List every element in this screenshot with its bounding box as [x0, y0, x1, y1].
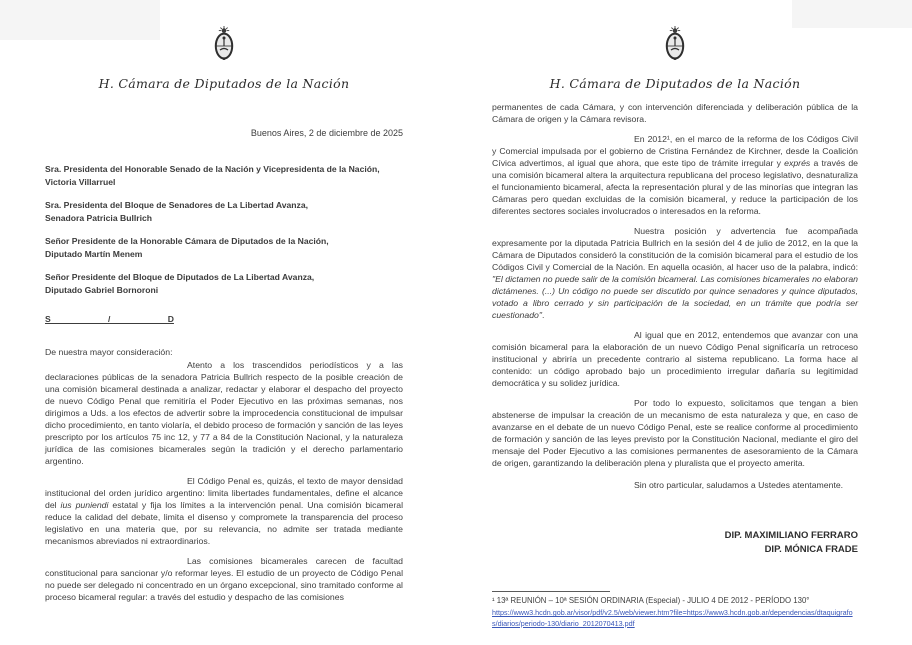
- signature-block: [725, 529, 858, 557]
- letter-page-2: [492, 0, 858, 645]
- letterhead-title: H. Cámara de Diputados de la Nación: [549, 76, 801, 91]
- letter-page-1: [45, 0, 403, 645]
- text-run: .: [541, 310, 545, 320]
- paragraph-5: [492, 225, 858, 321]
- addressee-role: Sra. Presidenta del Honorable Senado de la Nación y Vicepresidenta de la Nación,: [45, 164, 380, 174]
- coat-of-arms-icon: [664, 26, 686, 60]
- addressee-block: [45, 163, 403, 326]
- paragraph-7: Por todo lo expuesto, solicitamos que tengan a bien abstenerse de impulsar la creación de un mecanismo de esta naturaleza y que, en caso de avanzarse en el debate de un nuevo Código Penal, este se realice conforme al procedimiento de formación y sanción de las leyes previsto por la Constitución Nacional, mediante el giro del mensaje del Poder Ejecutivo a las comisiones permanentes de asesoramiento de la Cámara de origen, garantizando la deliberación plena y pluralista que el proyecto amerita.: [492, 398, 858, 468]
- letterhead: [492, 26, 858, 91]
- letter-body-page-1: [45, 346, 403, 611]
- addressee-role: Señor Presidente de la Honorable Cámara de Diputados de la Nación,: [45, 236, 329, 246]
- closing-line: Sin otro particular, saludamos a Ustedes atentamente.: [634, 480, 844, 490]
- footnote-text: ¹ 13ª REUNIÓN – 10ª SESIÓN ORDINARIA (Especial) - JULIO 4 DE 2012 - PERÍODO 130°: [492, 596, 810, 605]
- text-run-quote: "El dictamen no puede salir de la comisión bicameral. Las comisiones bicamerales no elaboran dictámenes. (...) Un código no puede ser discutido por quince senadores y quince diputados, votado a libro cerrado y sin participación de la sociedad, en un trámite que podría ser cuestionado": [492, 274, 858, 320]
- paragraph-3-continued: permanentes de cada Cámara, y con intervención diferenciada y deliberación pública de la Cámara de origen y la Cámara revisora.: [492, 102, 858, 124]
- addressee: [45, 271, 403, 297]
- paragraph-3: Las comisiones bicamerales carecen de facultad constitucional para sancionar y/o reformar leyes. El estudio de un proyecto de Código Penal no puede ser delegado ni concentrado en un órgano excepcional, sino tramitado conforme al proceso bicameral regular: a través del estudio y despacho de las comisiones: [45, 556, 403, 602]
- text-run: Nuestra posición y advertencia fue acompañada expresamente por la diputada Patricia Bullrich en la sesión del 4 de julio de 2012, en la que la Cámara de Diputados consideró la constitución de la comisión bicameral para el estudio de los Códigos Civil y Comercial de la Nación. En aquella ocasión, al hacer uso de la palabra, indicó:: [492, 226, 858, 272]
- letterhead-title: H. Cámara de Diputados de la Nación: [98, 76, 350, 91]
- text-run: estatal y fija los límites a la intervención penal. Una comisión bicameral reduce la calidad del debate, limita el disenso y compromete la transparencia del proceso legislativo en una materia que, por su relevancia, no admite ser tratada mediante mecanismos abreviados ni extraordinarios.: [45, 500, 403, 546]
- s-slash-d-line: S / D: [45, 314, 174, 324]
- addressee-name: Diputado Gabriel Bornoroni: [45, 285, 159, 295]
- signature-name: DIP. MAXIMILIANO FERRARO: [724, 530, 858, 541]
- addressee: [45, 163, 403, 189]
- addressee-name: Diputado Martín Menem: [45, 249, 143, 259]
- addressee: [45, 199, 403, 225]
- text-run: a través de una comisión bicameral altera la arquitectura republicana del proceso legislativo, desnaturaliza el funcionamiento bicameral, afecta la representación plural y de las minorías que integran las Cámaras pero quedan excluidas de la comisión bicameral, y reduce la participación de los diferentes sectores sociales involucrados o interesados en la reforma.: [492, 158, 858, 216]
- footnote-block: [492, 591, 858, 629]
- footnote-divider: [492, 591, 610, 592]
- letter-body-page-2: [492, 101, 858, 499]
- addressee-name: Senadora Patricia Bullrich: [45, 213, 152, 223]
- footnote-link[interactable]: https://www3.hcdn.gob.ar/visor/pdf/v2.5/web/viewer.htm?file=https://www3.hcdn.gob.ar/dependencias/dtaquigrafos/diarios/periodo-130/diario_2012070413.pdf: [492, 608, 853, 628]
- text-run-italic: exprés: [784, 158, 811, 168]
- addressee: [45, 235, 403, 261]
- coat-of-arms-icon: [213, 26, 235, 60]
- addressee-name: Victoria Villarruel: [45, 177, 116, 187]
- text-run: En 2012¹, en el marco de la reforma de los Códigos Civil y Comercial impulsada por el gobierno de Cristina Fernández de Kirchner, desde la Coalición Cívica advertimos, al igual que ahora, que este tipo de trámite irregular y: [492, 134, 858, 168]
- paragraph-1: Atento a los trascendidos periodísticos y a las declaraciones públicas de la senadora Patricia Bullrich respecto de la posible creación de una comisión bicameral destinada a analizar, redactar y elaborar el despacho del proyecto de nuevo Código Penal que remitiría el Poder Ejecutivo en las próximas semanas, nos dirigimos a Uds. a los efectos de advertir sobre la improcedencia constitucional de impulsar dicho procedimiento, en tanto violaría, el debido proceso de formación y sanción de las leyes prescripto por los artículos 75 inc 12, y 77 a 84 de la Constitución Nacional, y la naturaleza jurídica de las comisiones bicamerales según la tradición y el derecho parlamentario argentino.: [45, 360, 403, 466]
- letterhead: [45, 26, 403, 91]
- paragraph-4: [492, 133, 858, 217]
- paragraph-6: Al igual que en 2012, entendemos que avanzar con una comisión bicameral para la elaboración de un nuevo Código Penal significaría un retroceso institucional y abriría un precedente contrario al sistema republicano. La forma hace al contenido: un código aprobado bajo un procedimiento irregular dañaría su legitimidad democrática y su solidez jurídica.: [492, 330, 858, 388]
- greeting: De nuestra mayor consideración:: [45, 347, 173, 357]
- text-run-italic: ius puniendi: [60, 500, 109, 510]
- paragraph-2: [45, 475, 403, 547]
- date-line: Buenos Aires, 2 de diciembre de 2025: [250, 128, 403, 138]
- signature-name: DIP. MÓNICA FRADE: [764, 544, 858, 555]
- text-run: El Código Penal es, quizás, el texto de mayor densidad institucional del orden jurídico argentino: limita libertades fundamentales, define el alcance del: [45, 476, 403, 510]
- addressee-role: Sra. Presidenta del Bloque de Senadores de La Libertad Avanza,: [45, 200, 308, 210]
- addressee-role: Señor Presidente del Bloque de Diputados de La Libertad Avanza,: [45, 272, 315, 282]
